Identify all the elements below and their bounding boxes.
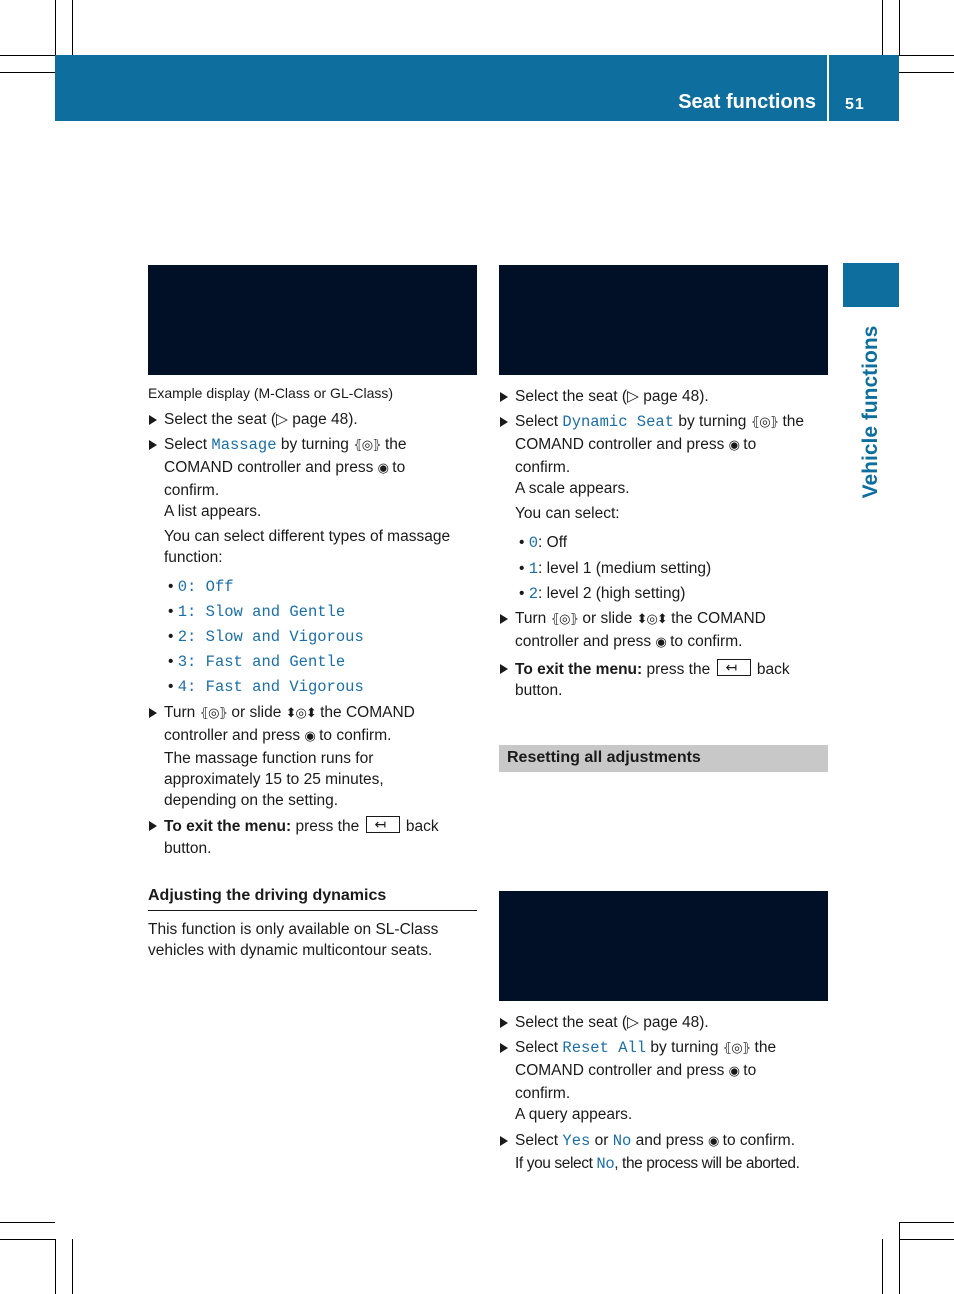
display-screenshot-reset	[499, 891, 828, 1001]
side-tab	[843, 263, 899, 307]
step-text-part: COMAND controller and press	[515, 1062, 729, 1079]
figure-caption: Example display (M-Class or GL-Class)	[148, 385, 394, 401]
list-item: • 3: Fast and Gentle	[168, 653, 346, 671]
option-term: 2	[528, 585, 539, 603]
step-text	[515, 1038, 776, 1058]
back-button-icon	[717, 659, 751, 676]
step-text-part: the COMAND	[666, 610, 766, 627]
option-text: : Off	[538, 534, 568, 551]
step-text: confirm.	[515, 459, 571, 476]
step-arrow-icon	[500, 664, 508, 674]
header-divider	[827, 55, 829, 121]
step-arrow-icon	[500, 614, 508, 624]
step-text: depending on the setting.	[164, 792, 339, 809]
turn-controller-icon: ⦃◎⦄	[353, 437, 381, 452]
step-arrow-icon	[500, 1018, 508, 1028]
step-text-part: Select	[164, 436, 212, 453]
step-text: confirm.	[515, 1085, 571, 1102]
step-text: confirm.	[164, 482, 220, 499]
list-item: • 4: Fast and Vigorous	[168, 678, 364, 696]
crop-mark	[55, 0, 56, 55]
step-text	[164, 458, 405, 478]
section-heading: Adjusting the driving dynamics	[148, 887, 387, 904]
press-controller-icon: ◉	[655, 634, 666, 649]
step-arrow-icon	[500, 1136, 508, 1146]
option-term: 0	[528, 534, 539, 552]
step-arrow-icon	[149, 415, 157, 425]
step-text-bold: To exit the menu:	[515, 661, 643, 678]
step-text-part: the	[750, 1039, 777, 1056]
section-rule	[148, 910, 477, 911]
list-item: • 2: Slow and Vigorous	[168, 628, 364, 646]
step-text	[515, 435, 756, 455]
page-number: 51	[845, 96, 865, 113]
step-text	[164, 726, 391, 746]
step-arrow-icon	[500, 392, 508, 402]
step-arrow-icon	[149, 821, 157, 831]
step-text-part: back	[752, 661, 790, 678]
step-text-part: Select	[515, 1132, 563, 1149]
option-term: 3: Fast and Gentle	[177, 653, 346, 671]
section-heading-bar	[499, 745, 828, 772]
step-text: A query appears.	[515, 1106, 633, 1123]
crop-mark	[899, 1222, 900, 1294]
option-term: 0: Off	[177, 578, 234, 596]
step-text: Select the seat (▷ page 48).	[515, 388, 709, 405]
step-text-part: to	[738, 436, 757, 453]
step-text-part: and press	[631, 1132, 708, 1149]
crop-mark	[882, 0, 883, 55]
step-text	[515, 659, 790, 680]
step-arrow-icon	[500, 417, 508, 427]
step-text: button.	[164, 840, 212, 857]
list-item: • 0: Off	[519, 534, 568, 552]
step-text	[515, 1154, 800, 1174]
step-text	[164, 703, 415, 723]
step-text-part: or	[590, 1132, 613, 1149]
option-term: 4: Fast and Vigorous	[177, 678, 364, 696]
step-text-part: back	[401, 818, 439, 835]
step-text-part: press the	[642, 661, 715, 678]
turn-controller-icon: ⦃◎⦄	[550, 611, 579, 626]
step-text-part: the	[380, 436, 407, 453]
crop-mark	[899, 0, 900, 55]
crop-mark	[0, 72, 55, 73]
display-screenshot-dynamic-seat	[499, 265, 828, 375]
crop-mark	[899, 72, 954, 73]
body-text: vehicles with dynamic multicontour seats.	[148, 942, 433, 959]
step-arrow-icon	[149, 708, 157, 718]
option-text: : level 2 (high setting)	[538, 585, 686, 602]
crop-mark	[882, 1239, 883, 1294]
list-item: • 0: Off	[168, 578, 234, 596]
step-text-part: to confirm.	[314, 727, 392, 744]
crop-mark	[0, 55, 55, 56]
step-text-part: controller and press	[164, 727, 305, 744]
step-text-part: Select	[515, 1039, 563, 1056]
back-button-icon	[366, 816, 400, 833]
step-text	[164, 816, 439, 837]
step-text-part: the	[778, 413, 804, 430]
step-arrow-icon	[500, 1043, 508, 1053]
step-text: function:	[164, 549, 223, 566]
press-controller-icon: ◉	[708, 1133, 719, 1148]
step-text-part: to confirm.	[665, 633, 743, 650]
step-text	[164, 435, 407, 455]
step-text-part: , the process will be aborted.	[614, 1155, 800, 1172]
option-text: : level 1 (medium setting)	[538, 560, 712, 577]
step-text-part: by turning	[674, 413, 751, 430]
step-text: A list appears.	[164, 503, 262, 520]
step-text: button.	[515, 682, 563, 699]
step-text: You can select different types of massage	[164, 528, 451, 545]
side-tab-label: Vehicle functions	[859, 325, 882, 499]
step-text-part: or slide	[578, 610, 637, 627]
menu-term: Dynamic Seat	[562, 413, 675, 431]
step-text-part: press the	[291, 818, 364, 835]
step-text-part: by turning	[276, 436, 354, 453]
option-term: 2: Slow and Vigorous	[177, 628, 364, 646]
step-text: A scale appears.	[515, 480, 630, 497]
step-text	[515, 1061, 756, 1081]
press-controller-icon: ◉	[304, 728, 315, 743]
option-no: No	[612, 1132, 632, 1150]
crop-mark	[72, 1239, 73, 1294]
step-text	[515, 632, 742, 652]
press-controller-icon: ◉	[377, 460, 388, 475]
turn-controller-icon: ⦃◎⦄	[750, 414, 779, 429]
crop-mark	[899, 1239, 954, 1240]
list-item: • 1: level 1 (medium setting)	[519, 560, 712, 578]
list-item: • 1: Slow and Gentle	[168, 603, 346, 621]
press-controller-icon: ◉	[728, 437, 739, 452]
slide-controller-icon: ⬍◎⬍	[636, 611, 667, 626]
section-heading: Resetting all adjustments	[507, 749, 701, 766]
option-term: 1: Slow and Gentle	[177, 603, 346, 621]
step-text-part: Select	[515, 413, 563, 430]
step-text-part: to	[738, 1062, 757, 1079]
body-text: This function is only available on SL-Class	[148, 921, 439, 938]
step-text-part: by turning	[646, 1039, 723, 1056]
step-text: You can select:	[515, 505, 620, 522]
step-text-part: to confirm.	[718, 1132, 796, 1149]
step-text-bold: To exit the menu:	[164, 818, 292, 835]
crop-mark	[55, 1239, 56, 1294]
step-text-part: controller and press	[515, 633, 656, 650]
step-text-part: If you select	[515, 1155, 597, 1172]
step-text-part: COMAND controller and press	[164, 459, 378, 476]
step-text-part: Turn	[164, 704, 200, 721]
option-yes: Yes	[562, 1132, 591, 1150]
option-no: No	[596, 1155, 615, 1173]
step-text-part: COMAND controller and press	[515, 436, 729, 453]
turn-controller-icon: ⦃◎⦄	[199, 705, 228, 720]
step-text	[515, 412, 804, 432]
crop-mark	[72, 0, 73, 55]
page-title: Seat functions	[678, 91, 816, 113]
step-text-part: the COMAND	[315, 704, 415, 721]
list-item: • 2: level 2 (high setting)	[519, 585, 686, 603]
press-controller-icon: ◉	[728, 1063, 739, 1078]
step-text	[515, 1131, 795, 1151]
display-screenshot-massage	[148, 265, 477, 375]
step-text: Select the seat (▷ page 48).	[164, 411, 358, 428]
crop-mark	[0, 1239, 55, 1240]
crop-mark	[899, 55, 954, 56]
menu-term: Reset All	[562, 1039, 647, 1057]
slide-controller-icon: ⬍◎⬍	[285, 705, 316, 720]
crop-mark	[899, 1222, 954, 1223]
step-text-part: or slide	[227, 704, 286, 721]
option-term: 1	[528, 560, 539, 578]
turn-controller-icon: ⦃◎⦄	[722, 1040, 751, 1055]
step-text: approximately 15 to 25 minutes,	[164, 771, 384, 788]
step-text: Select the seat (▷ page 48).	[515, 1014, 709, 1031]
step-text-part: to	[387, 459, 406, 476]
step-text-part: Turn	[515, 610, 551, 627]
crop-mark	[0, 1222, 55, 1223]
step-arrow-icon	[149, 440, 157, 450]
menu-term: Massage	[211, 436, 277, 454]
step-text	[515, 609, 766, 629]
step-text: The massage function runs for	[164, 750, 374, 767]
